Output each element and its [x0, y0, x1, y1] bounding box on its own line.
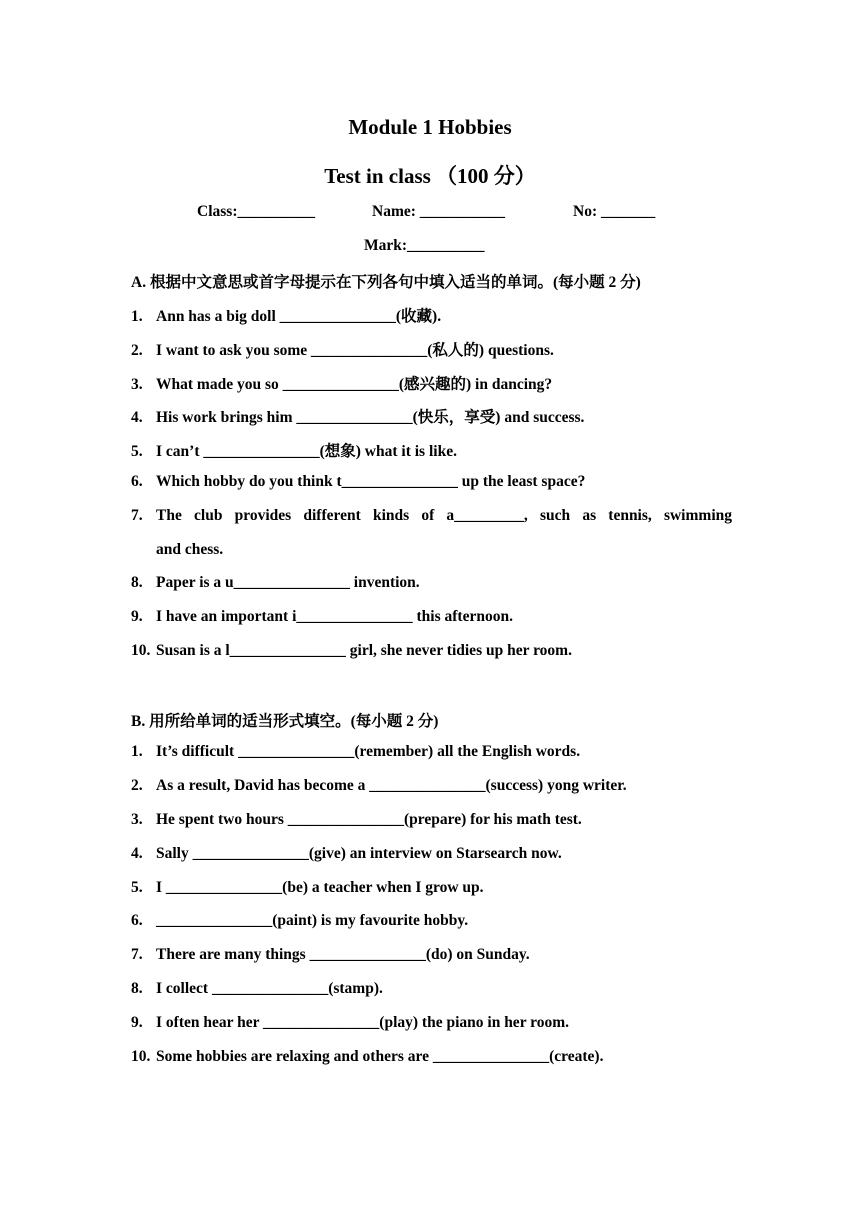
- item-text: I want to ask you some _______________(私人的) questions.: [156, 342, 554, 359]
- list-item: [131, 642, 732, 660]
- item-text: I _______________(be) a teacher when I grow up.: [156, 879, 484, 896]
- item-number: 3.: [131, 811, 143, 828]
- item-text: His work brings him _______________(快乐，享受) and success.: [156, 409, 585, 426]
- list-item: [131, 743, 732, 761]
- item-number: 4.: [131, 845, 143, 862]
- item-text: _______________(paint) is my favourite hobby.: [156, 912, 469, 929]
- item-text: It’s difficult _______________(remember) all the English words.: [156, 743, 581, 760]
- item-number: 2.: [131, 777, 143, 794]
- item-text: Sally _______________(give) an interview on Starsearch now.: [156, 845, 562, 862]
- section-a-heading: A. 根据中文意思或首字母提示在下列各句中填入适当的单词。(每小题 2 分): [131, 274, 641, 291]
- item-number: 6.: [131, 912, 143, 929]
- item-text: I collect _______________(stamp).: [156, 980, 383, 997]
- item-number: 8.: [131, 574, 143, 591]
- item-text: The club provides different kinds of a_________, such as tennis, swimming: [156, 507, 732, 524]
- page-subtitle: Test in class （100 分）: [324, 164, 536, 188]
- item-number: 10.: [131, 642, 151, 659]
- list-item: [131, 507, 732, 525]
- item-number: 4.: [131, 409, 143, 426]
- item-text: I have an important i_______________ this afternoon.: [156, 608, 513, 625]
- item-number: 7.: [131, 507, 143, 524]
- item-number: 10.: [131, 1048, 151, 1065]
- item-number: 2.: [131, 342, 143, 359]
- item-text: Paper is a u_______________ invention.: [156, 574, 420, 591]
- name-field: Name: ___________: [372, 203, 506, 220]
- list-item: [131, 304, 732, 326]
- item-text: I often hear her _______________(play) the piano in her room.: [156, 1014, 570, 1031]
- number-field: No: _______: [573, 203, 656, 220]
- item-number: 7.: [131, 946, 143, 963]
- list-item: [131, 845, 732, 863]
- list-item: [131, 879, 732, 897]
- list-item: [131, 946, 732, 964]
- section-b-heading: B. 用所给单词的适当形式填空。(每小题 2 分): [131, 713, 439, 730]
- list-item: [131, 912, 732, 930]
- list-item: [131, 338, 732, 360]
- list-item: [131, 980, 732, 998]
- list-item: [131, 811, 732, 829]
- item-text: What made you so _______________(感兴趣的) in dancing?: [156, 376, 553, 393]
- item-text: There are many things _______________(do) on Sunday.: [156, 946, 530, 963]
- list-item: [131, 405, 732, 427]
- item-number: 9.: [131, 1014, 143, 1031]
- list-item: [131, 608, 732, 626]
- item-text: Some hobbies are relaxing and others are _______________(create).: [156, 1048, 604, 1065]
- item-number: 3.: [131, 376, 143, 393]
- item-number: 5.: [131, 443, 143, 460]
- item-number: 6.: [131, 473, 143, 490]
- list-item: [131, 439, 732, 461]
- class-field: Class:__________: [197, 203, 315, 220]
- item-text: Ann has a big doll _______________(收藏).: [156, 308, 442, 325]
- list-item: [131, 574, 732, 592]
- item-number: 5.: [131, 879, 143, 896]
- item-number: 8.: [131, 980, 143, 997]
- list-item: [131, 1048, 732, 1066]
- item-text: He spent two hours _______________(prepare) for his math test.: [156, 811, 582, 828]
- mark-field: Mark:__________: [364, 237, 485, 254]
- list-item: [131, 372, 732, 394]
- list-item: [131, 777, 732, 795]
- item-text: I can’t _______________(想象) what it is like.: [156, 443, 457, 460]
- item-text: As a result, David has become a _______________(success) yong writer.: [156, 777, 627, 794]
- item-number: 1.: [131, 308, 143, 325]
- item-text-continued: and chess.: [156, 541, 224, 558]
- item-number: 9.: [131, 608, 143, 625]
- item-text: Which hobby do you think t_______________ up the least space?: [156, 473, 586, 490]
- list-item: [131, 1014, 732, 1032]
- page-title: Module 1 Hobbies: [348, 115, 512, 139]
- list-item: [131, 473, 732, 491]
- item-text: Susan is a l_______________ girl, she never tidies up her room.: [156, 642, 572, 659]
- item-number: 1.: [131, 743, 143, 760]
